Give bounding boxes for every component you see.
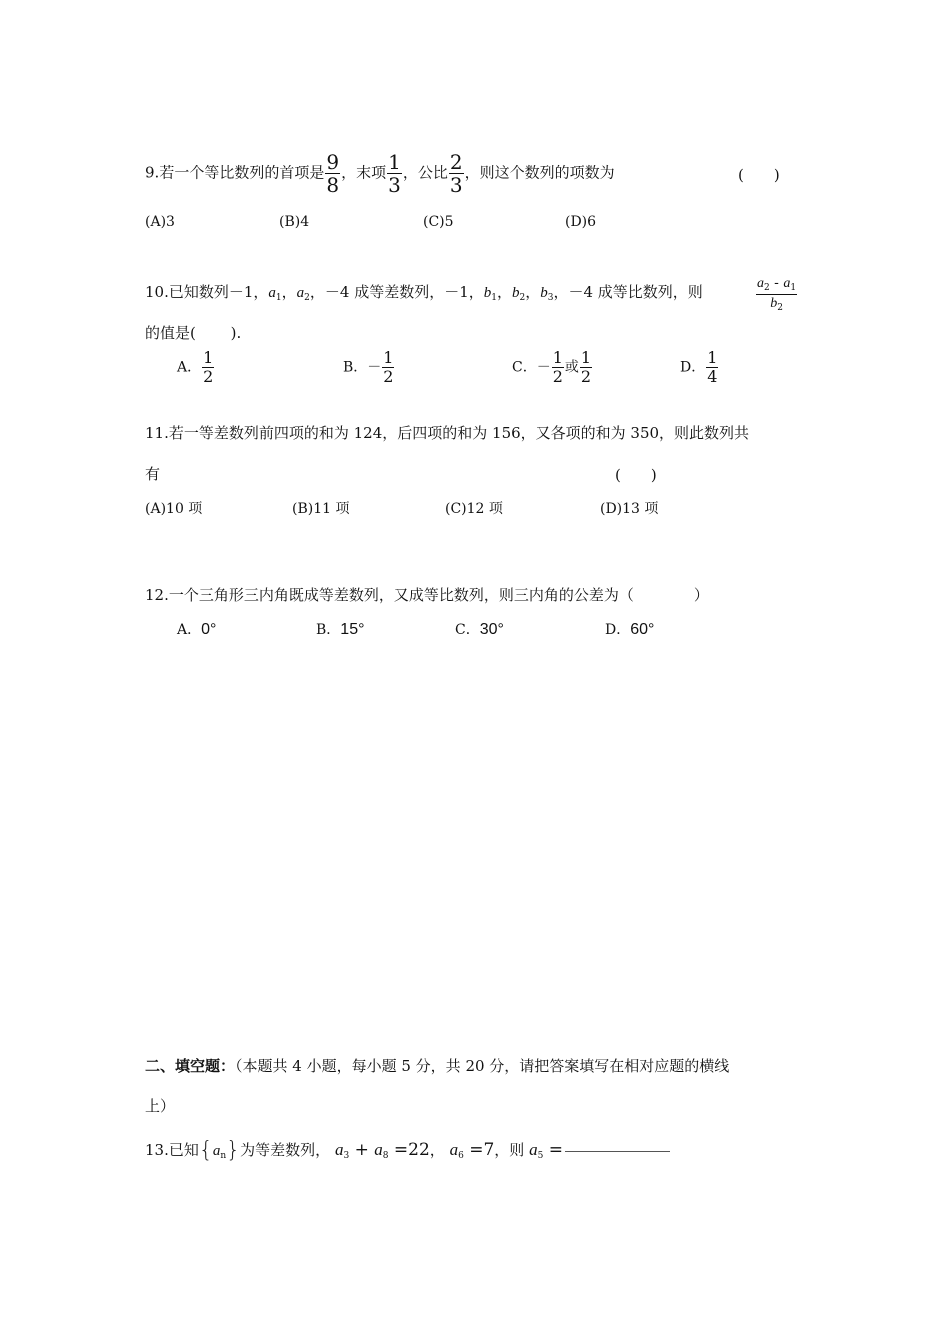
q11-number: 11. [145,424,169,442]
fraction-numerator: 2 [449,150,463,174]
eq-a6-sub: 6 [458,1151,464,1161]
option-value: 30° [479,621,504,638]
q13-equation-2 [450,1140,495,1160]
q12-option-b [316,620,365,640]
option-fraction [706,350,718,385]
q13-text-2: 为等差数列， [240,1141,331,1159]
option-value: 0° [201,621,217,638]
option-label: D． [605,622,631,638]
fraction-denominator: 2 [580,367,592,386]
fraction-numerator: 1 [383,348,394,367]
eq-a8-sub: 8 [382,1151,389,1161]
question-13 [145,1140,670,1166]
q9-option-c: (C)5 [423,214,454,230]
q10-line-2: 的值是( ). [145,324,242,342]
section-2-description-line-2: 上） [145,1097,176,1115]
question-12 [145,585,709,605]
fraction-denominator: 8 [326,173,340,197]
q11-option-a: (A)10 项 [145,501,203,517]
q10-a1-sub: 1 [275,293,282,303]
q12-text: 一个三角形三内角既成等差数列，又成等比数列，则三内角的公差为（ ） [168,586,709,604]
q13-equation-3 [529,1140,563,1160]
eq-a8: a [374,1140,383,1159]
fraction-numerator: 1 [580,348,592,367]
q9-text-3: ，公比 [402,163,448,182]
q10-sep-1: ， [281,283,297,301]
expr-a2-sub: 2 [764,283,770,293]
option-or: 或 [564,359,579,376]
fraction-numerator: 9 [326,150,340,174]
fraction-numerator: 1 [388,150,401,174]
q13-number: 13. [145,1141,169,1159]
fraction-denominator: 3 [449,173,463,197]
fraction-numerator [756,276,797,295]
expr-a1: a [783,276,791,291]
question-9 [145,152,615,195]
fraction-numerator: 1 [707,348,718,367]
q10-expression-fraction [755,276,798,313]
q10-b3-sub: 3 [547,293,554,303]
q10-sep-3: ， [525,283,541,301]
q9-text-2: ，末项 [341,163,387,182]
q9-ratio-fraction [449,152,464,195]
q13-equation-1 [335,1140,430,1160]
fraction-denominator: 2 [203,367,214,386]
fraction-denominator: 2 [383,367,394,386]
eq-a5: a [529,1140,538,1159]
expr-a1-sub: 1 [790,283,797,293]
eq-rhs-1: =22 [388,1140,430,1160]
q13-sep: ， [429,1141,445,1159]
expr-b2: b [770,296,778,311]
q10-text-3: ，－4 成等比数列，则 [553,283,703,301]
option-label: B． [316,622,341,638]
q9-option-b: (B)4 [279,214,310,230]
q13-answer-blank[interactable] [565,1151,670,1152]
q9-text-1: 若一个等比数列的首项是 [159,163,325,182]
option-label: B．－ [343,359,382,376]
expr-b2-sub: 2 [777,303,783,313]
eq-a3: a [334,1140,344,1159]
option-value: 15° [340,621,365,638]
fraction-denominator: 4 [707,367,718,386]
expr-a2: a [757,276,764,291]
q13-text-3: ，则 [494,1141,525,1159]
section-description: （本题共 4 小题，每小题 5 分，共 20 分，请把答案填写在相对应题的横线 [235,1057,730,1075]
q9-option-d: (D)6 [565,214,597,230]
q11-option-c: (C)12 项 [445,501,503,517]
right-brace-icon: } [226,1138,241,1163]
q12-option-a [177,620,216,640]
question-10 [145,282,703,308]
q12-number: 12. [145,586,169,604]
section-heading: 二、填空题： [145,1057,236,1075]
q10-b1-sub: 1 [491,293,497,303]
q11-option-b: (B)11 项 [292,501,350,517]
q10-a2: a [296,285,305,301]
q11-text-1: 若一等差数列前四项的和为 124，后四项的和为 156，又各项的和为 350，则此数列共 [168,424,750,442]
option-value: 60° [630,621,655,638]
q13-seq-sub: n [220,1151,227,1161]
q9-number: 9. [145,163,160,182]
option-label: A． [177,622,202,638]
q12-option-c [455,620,504,640]
q10-option-b [343,350,395,385]
q10-sep-2: ， [496,283,512,301]
left-brace-icon: { [198,1138,213,1163]
eq-a5-sub: 5 [537,1151,544,1161]
eq-a3-sub: 3 [343,1151,350,1161]
eq-plus: + [349,1140,375,1160]
q10-a1: a [268,285,276,301]
fraction-denominator: 3 [388,173,401,197]
q10-a2-sub: 2 [304,293,310,303]
eq-a6: a [449,1140,459,1159]
option-fraction [382,350,394,385]
option-label: A． [177,359,202,376]
q9-text-4: ，则这个数列的项数为 [464,163,615,182]
q13-seq-var: a [212,1143,221,1159]
q10-b2-sub: 2 [519,293,526,303]
option-fraction [580,350,592,385]
q10-option-c [512,350,593,385]
option-fraction [552,350,564,385]
q13-text-1: 已知 [168,1141,199,1159]
expr-minus: - [769,275,784,291]
eq-rhs-3: = [543,1140,563,1160]
section-2-header [145,1056,729,1076]
q10-number: 10. [145,283,169,301]
expression-fraction [756,276,797,313]
q11-answer-paren: ( ) [615,466,657,484]
q12-option-d [605,620,654,640]
q10-option-d [680,350,719,385]
q9-first-term-fraction [325,152,340,195]
q10-option-a [177,350,215,385]
option-label: C．－ [512,359,551,376]
q9-option-a: (A)3 [145,214,175,230]
q9-last-term-fraction [387,152,402,195]
fraction-denominator: 2 [552,367,563,386]
option-label: C． [455,622,480,638]
eq-rhs-2: =7 [463,1140,495,1160]
q10-b2: b [512,285,520,301]
q10-text-1: 已知数列－1， [168,283,269,301]
q10-b1: b [483,285,492,301]
option-label: D． [680,359,706,376]
fraction-numerator: 1 [203,348,214,367]
question-11 [145,423,749,443]
option-fraction [202,350,214,385]
q10-b3: b [540,285,548,301]
fraction-numerator: 1 [552,348,563,367]
q11-line-2: 有 [145,465,161,483]
q9-answer-paren: ( ) [738,166,780,184]
q10-text-2: ，－4 成等差数列，－1， [309,283,484,301]
q11-option-d: (D)13 项 [600,501,659,517]
fraction-denominator [769,295,784,313]
